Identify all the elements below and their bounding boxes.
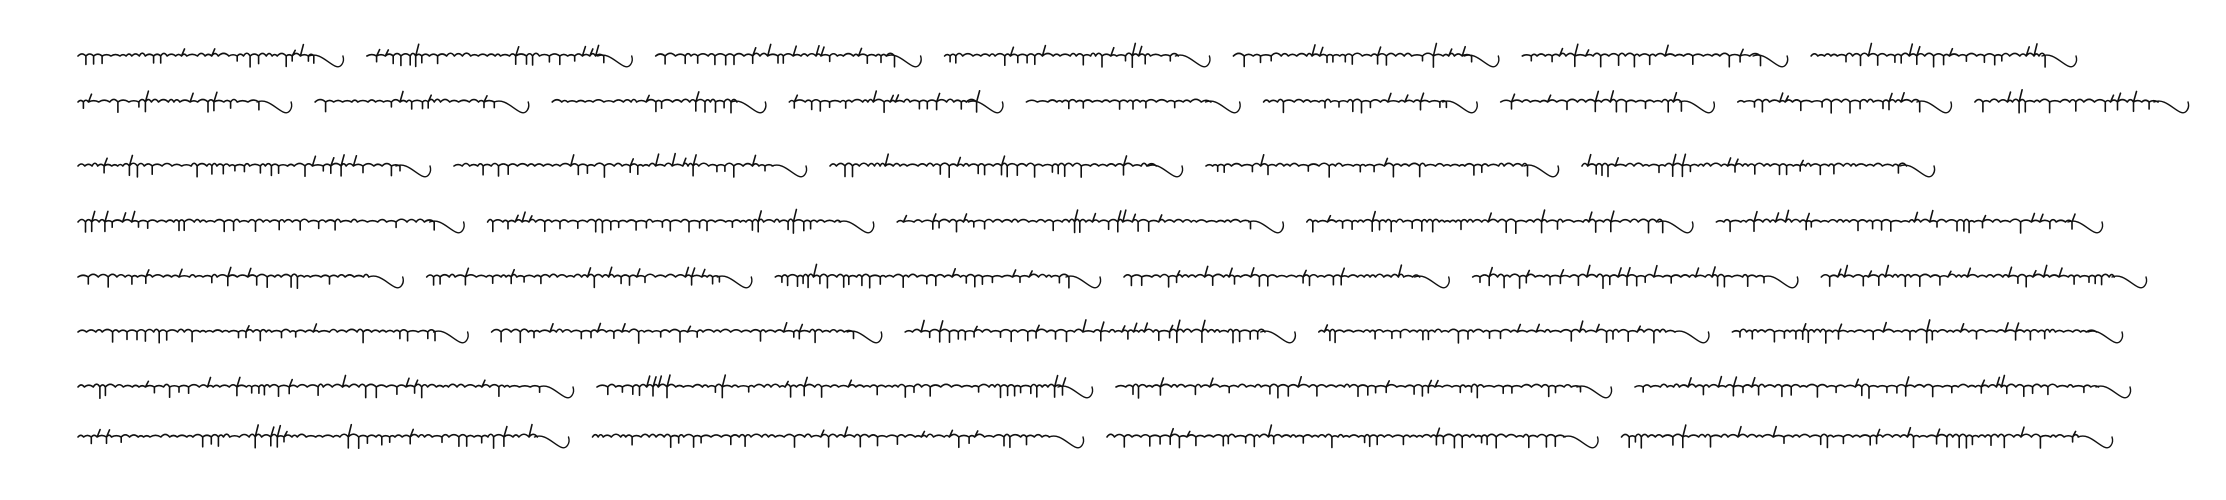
shad-swash xyxy=(1658,221,1693,233)
script-stroke xyxy=(552,92,737,113)
shad-swash xyxy=(847,331,882,343)
shad-swash xyxy=(1900,165,1935,177)
script-stroke xyxy=(78,211,434,232)
shad-swash xyxy=(1049,436,1084,448)
shad-swash xyxy=(1577,386,1612,398)
shad-swash xyxy=(1753,55,1788,67)
manuscript-line-4 xyxy=(78,210,2103,234)
shad-swash xyxy=(1261,331,1296,343)
shad-swash xyxy=(2112,276,2147,288)
shad-swash xyxy=(598,55,633,67)
script-stroke xyxy=(1116,377,1581,398)
script-stroke xyxy=(78,376,540,399)
script-stroke xyxy=(454,154,773,178)
shad-swash xyxy=(396,165,431,177)
script-stroke xyxy=(78,155,400,177)
script-stroke xyxy=(1622,425,2079,448)
shad-swash xyxy=(257,101,292,113)
script-stroke xyxy=(1233,44,1471,68)
script-stroke xyxy=(945,43,1179,67)
script-stroke xyxy=(905,320,1265,343)
script-stroke xyxy=(1522,44,1760,66)
manuscript-line-1 xyxy=(78,43,2077,67)
script-stroke xyxy=(830,154,1156,177)
script-stroke xyxy=(1716,210,2075,233)
script-stroke xyxy=(1124,265,1420,287)
script-stroke xyxy=(78,267,369,288)
shad-swash xyxy=(1524,165,1559,177)
manuscript-line-6 xyxy=(78,320,2123,343)
script-stroke xyxy=(427,267,720,287)
shad-swash xyxy=(2068,221,2103,233)
script-stroke xyxy=(1732,320,2096,343)
manuscript-line-5 xyxy=(78,264,2147,288)
shad-swash xyxy=(2088,331,2123,343)
script-stroke xyxy=(656,44,895,66)
shad-swash xyxy=(2154,101,2189,113)
shad-swash xyxy=(1680,101,1715,113)
shad-swash xyxy=(1674,331,1709,343)
shad-swash xyxy=(772,165,807,177)
shad-swash xyxy=(535,436,570,448)
shad-swash xyxy=(369,276,404,288)
shad-swash xyxy=(2078,436,2113,448)
script-stroke xyxy=(597,375,1065,398)
shad-swash xyxy=(1249,221,1284,233)
shad-swash xyxy=(968,101,1003,113)
shad-swash xyxy=(1464,55,1499,67)
shad-swash xyxy=(1206,101,1241,113)
script-stroke xyxy=(897,210,1250,232)
shad-swash xyxy=(1415,276,1450,288)
script-stroke xyxy=(1738,93,1920,113)
manuscript-line-3 xyxy=(78,154,1935,178)
shad-swash xyxy=(839,221,874,233)
shad-swash xyxy=(1175,55,1210,67)
script-stroke xyxy=(1635,376,2098,399)
script-stroke xyxy=(1811,44,2045,68)
manuscript-line-7 xyxy=(78,375,2131,398)
script-stroke xyxy=(1582,154,1907,176)
shad-swash xyxy=(1917,101,1952,113)
script-stroke xyxy=(1501,91,1682,112)
shad-swash xyxy=(2042,55,2077,67)
script-stroke xyxy=(593,427,1050,447)
script-stroke xyxy=(367,44,604,66)
manuscript-line-2 xyxy=(78,90,2189,113)
shad-swash xyxy=(1564,436,1599,448)
shad-swash xyxy=(731,101,766,113)
shad-swash xyxy=(539,386,574,398)
script-stroke xyxy=(492,323,854,343)
script-stroke xyxy=(1975,90,2158,113)
script-stroke xyxy=(78,45,314,67)
script-stroke xyxy=(1319,321,1675,343)
script-stroke xyxy=(315,92,494,112)
script-stroke xyxy=(1264,93,1447,113)
script-stroke xyxy=(1206,155,1527,177)
script-stroke xyxy=(789,91,979,113)
shad-swash xyxy=(434,331,469,343)
script-stroke xyxy=(78,324,435,343)
script-stroke xyxy=(1026,99,1211,109)
shad-swash xyxy=(494,101,529,113)
shad-swash xyxy=(1066,276,1101,288)
script-stroke xyxy=(1821,265,2114,286)
script-stroke xyxy=(1107,425,1565,448)
script-stroke xyxy=(1473,265,1764,288)
shad-swash xyxy=(717,276,752,288)
manuscript-line-8 xyxy=(78,425,2113,449)
script-stroke xyxy=(775,264,1069,287)
script-stroke xyxy=(488,210,841,234)
script-stroke xyxy=(78,91,259,112)
shad-swash xyxy=(1443,101,1478,113)
shad-swash xyxy=(1148,165,1183,177)
shad-swash xyxy=(887,55,922,67)
script-stroke xyxy=(78,425,537,449)
script-stroke xyxy=(1307,210,1663,233)
shad-swash xyxy=(1763,276,1798,288)
shad-swash xyxy=(2096,386,2131,398)
